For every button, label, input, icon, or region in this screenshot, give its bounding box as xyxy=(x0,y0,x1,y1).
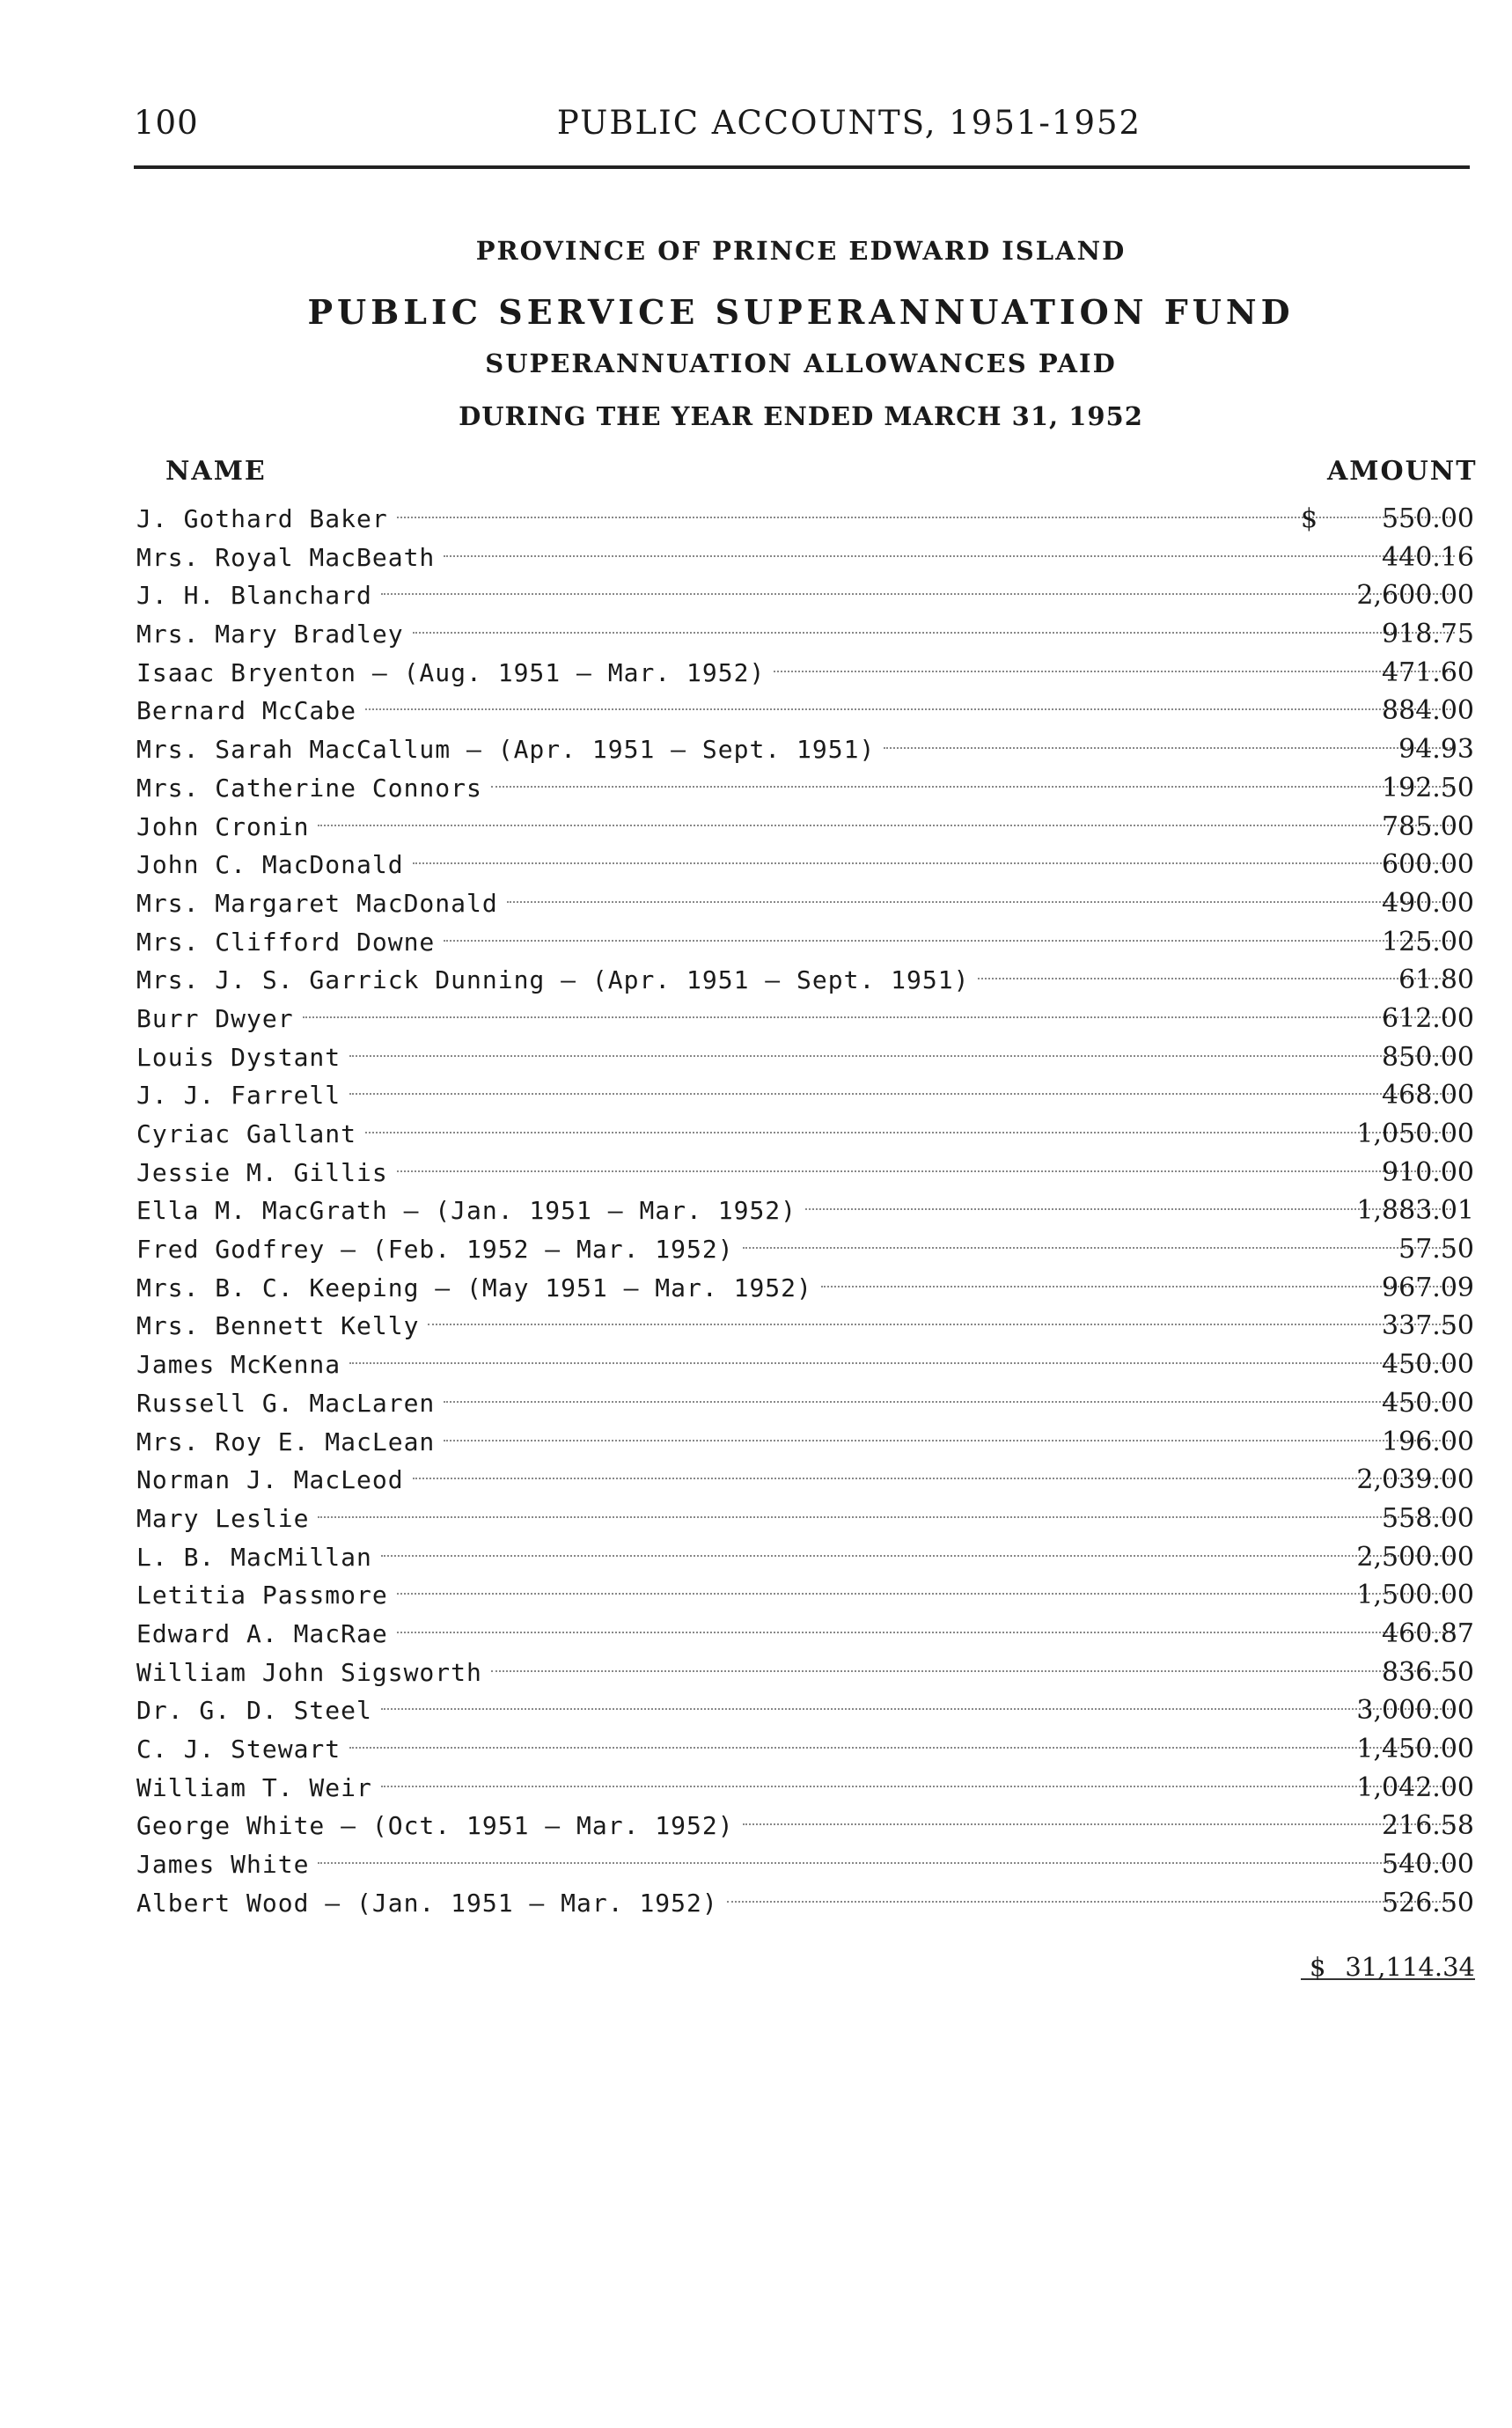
table-row xyxy=(136,1654,1474,1692)
row-amount: 471.60 xyxy=(1382,657,1474,688)
table-row xyxy=(136,1538,1474,1577)
row-name: Dr. G. D. Steel xyxy=(136,1691,381,1730)
page-number: 100 xyxy=(134,104,199,142)
table-row xyxy=(136,1115,1474,1154)
table-row xyxy=(136,884,1474,923)
currency-symbol: $ xyxy=(1301,503,1318,534)
row-amount: 2,600.00 xyxy=(1356,580,1474,612)
table-row xyxy=(136,1500,1474,1538)
row-amount: 967.09 xyxy=(1382,1272,1474,1303)
table-row xyxy=(136,576,1474,615)
row-name: Mary Leslie xyxy=(136,1500,318,1538)
row-amount: 918.75 xyxy=(1382,619,1474,650)
row-name: C. J. Stewart xyxy=(136,1730,349,1769)
row-name: Bernard McCabe xyxy=(136,692,365,730)
row-amount: 836.50 xyxy=(1382,1656,1474,1688)
row-amount: 57.50 xyxy=(1398,1234,1474,1265)
table-row xyxy=(136,1884,1474,1923)
row-amount: 337.50 xyxy=(1382,1310,1474,1342)
table-row xyxy=(136,1730,1474,1769)
table-row xyxy=(136,1384,1474,1423)
row-name: Ella M. MacGrath — (Jan. 1951 — Mar. 1952) xyxy=(136,1192,805,1230)
row-name: Fred Godfrey — (Feb. 1952 — Mar. 1952) xyxy=(136,1230,743,1269)
table-row xyxy=(136,730,1474,769)
row-name: L. B. MacMillan xyxy=(136,1538,381,1577)
row-name: William T. Weir xyxy=(136,1769,381,1808)
table-row xyxy=(136,1769,1474,1808)
row-name: Letitia Passmore xyxy=(136,1576,397,1615)
row-name: Burr Dwyer xyxy=(136,1000,303,1038)
row-amount: 450.00 xyxy=(1382,1387,1474,1419)
row-name: James McKenna xyxy=(136,1346,349,1384)
row-name: Mrs. J. S. Garrick Dunning — (Apr. 1951 — Sept. 1951) xyxy=(136,961,978,1000)
row-amount: 910.00 xyxy=(1382,1156,1474,1188)
running-title: PUBLIC ACCOUNTS, 1951-1952 xyxy=(556,104,1142,142)
row-name: Norman J. MacLeod xyxy=(136,1461,413,1500)
row-amount: 850.00 xyxy=(1382,1041,1474,1073)
row-amount: 192.50 xyxy=(1382,772,1474,803)
page-header xyxy=(132,104,1470,157)
row-name: Mrs. Catherine Connors xyxy=(136,769,491,808)
table-row xyxy=(136,961,1474,1000)
table-row xyxy=(136,1269,1474,1308)
table-row xyxy=(136,1423,1474,1462)
row-amount: 216.58 xyxy=(1382,1810,1474,1842)
row-amount: 125.00 xyxy=(1382,926,1474,957)
row-amount: 3,000.00 xyxy=(1356,1695,1474,1727)
table-row xyxy=(136,1691,1474,1730)
row-name: William John Sigsworth xyxy=(136,1654,491,1692)
row-amount: 440.16 xyxy=(1382,541,1474,573)
table-row xyxy=(136,539,1474,577)
row-name: James White xyxy=(136,1845,318,1884)
row-amount: 600.00 xyxy=(1382,849,1474,881)
table-row xyxy=(136,1461,1474,1500)
allowances-subtitle: SUPERANNUATION ALLOWANCES PAID xyxy=(485,348,1117,378)
row-amount: 2,500.00 xyxy=(1356,1541,1474,1573)
row-amount: 1,042.00 xyxy=(1356,1771,1474,1803)
table-row xyxy=(136,692,1474,730)
table-row xyxy=(136,1192,1474,1230)
row-name: Mrs. Margaret MacDonald xyxy=(136,884,507,923)
row-name: J. H. Blanchard xyxy=(136,576,381,615)
row-name: Mrs. Roy E. MacLean xyxy=(136,1423,444,1462)
row-amount: 94.93 xyxy=(1398,734,1474,766)
row-name: Mrs. Mary Bradley xyxy=(136,615,413,654)
row-amount: 61.80 xyxy=(1398,965,1474,996)
row-name: Russell G. MacLaren xyxy=(136,1384,444,1423)
total-amount: 31,114.34 xyxy=(1345,1952,1475,1982)
row-amount: 490.00 xyxy=(1382,887,1474,919)
province-heading: PROVINCE OF PRINCE EDWARD ISLAND xyxy=(475,236,1127,266)
table-row xyxy=(136,1576,1474,1615)
row-name: Mrs. Bennett Kelly xyxy=(136,1307,428,1346)
column-header-name: NAME xyxy=(165,456,267,487)
row-amount: 450.00 xyxy=(1382,1349,1474,1381)
row-amount: 540.00 xyxy=(1382,1849,1474,1881)
table-row xyxy=(136,923,1474,962)
row-amount: 1,500.00 xyxy=(1356,1580,1474,1611)
table-row xyxy=(136,500,1474,539)
row-name: Edward A. MacRae xyxy=(136,1615,397,1654)
table-row xyxy=(136,1154,1474,1192)
row-amount: 2,039.00 xyxy=(1356,1464,1474,1496)
row-amount: 526.50 xyxy=(1382,1887,1474,1918)
row-name: Albert Wood — (Jan. 1951 — Mar. 1952) xyxy=(136,1884,727,1923)
row-name: Cyriac Gallant xyxy=(136,1115,365,1154)
table-row xyxy=(136,1615,1474,1654)
table-row xyxy=(136,1000,1474,1038)
table-row xyxy=(136,1307,1474,1346)
row-name: Mrs. B. C. Keeping — (May 1951 — Mar. 1952) xyxy=(136,1269,821,1308)
row-amount: 558.00 xyxy=(1382,1502,1474,1534)
table-row xyxy=(136,769,1474,808)
row-name: Isaac Bryenton — (Aug. 1951 — Mar. 1952) xyxy=(136,654,774,693)
table-row xyxy=(136,846,1474,884)
table-row xyxy=(136,1230,1474,1269)
fund-title: PUBLIC SERVICE SUPERANNUATION FUND xyxy=(307,292,1295,332)
row-name: J. Gothard Baker xyxy=(136,500,397,539)
row-amount: 785.00 xyxy=(1382,811,1474,842)
allowance-list xyxy=(136,500,1474,1922)
table-row xyxy=(136,1038,1474,1077)
row-name: J. J. Farrell xyxy=(136,1076,349,1115)
row-amount: 1,450.00 xyxy=(1356,1734,1474,1764)
table-row xyxy=(136,808,1474,847)
row-amount: 468.00 xyxy=(1382,1080,1474,1111)
row-name: Mrs. Royal MacBeath xyxy=(136,539,444,577)
row-name: Mrs. Sarah MacCallum — (Apr. 1951 — Sept. 1951) xyxy=(136,730,884,769)
table-row xyxy=(136,615,1474,654)
period-subtitle: DURING THE YEAR ENDED MARCH 31, 1952 xyxy=(459,401,1143,431)
table-row xyxy=(136,1807,1474,1845)
row-name: John C. MacDonald xyxy=(136,846,413,884)
row-amount: 550.00 xyxy=(1382,503,1474,534)
header-rule xyxy=(134,165,1470,169)
row-amount: 884.00 xyxy=(1382,695,1474,727)
dot-leader xyxy=(303,1016,1447,1018)
row-amount: 196.00 xyxy=(1382,1426,1474,1457)
column-header-amount: AMOUNT xyxy=(1327,456,1478,487)
row-name: Louis Dystant xyxy=(136,1038,349,1077)
row-name: Mrs. Clifford Downe xyxy=(136,923,444,962)
table-row xyxy=(136,1346,1474,1384)
table-row xyxy=(136,654,1474,693)
row-amount: 1,883.01 xyxy=(1356,1195,1474,1227)
table-row xyxy=(136,1076,1474,1115)
row-name: Jessie M. Gillis xyxy=(136,1154,397,1192)
total-currency-symbol: $ xyxy=(1310,1952,1326,1982)
row-amount: 460.87 xyxy=(1382,1617,1474,1649)
row-amount: 1,050.00 xyxy=(1356,1119,1474,1149)
table-row xyxy=(136,1845,1474,1884)
row-name: John Cronin xyxy=(136,808,318,847)
row-amount: 612.00 xyxy=(1382,1002,1474,1034)
row-name: George White — (Oct. 1951 — Mar. 1952) xyxy=(136,1807,743,1845)
